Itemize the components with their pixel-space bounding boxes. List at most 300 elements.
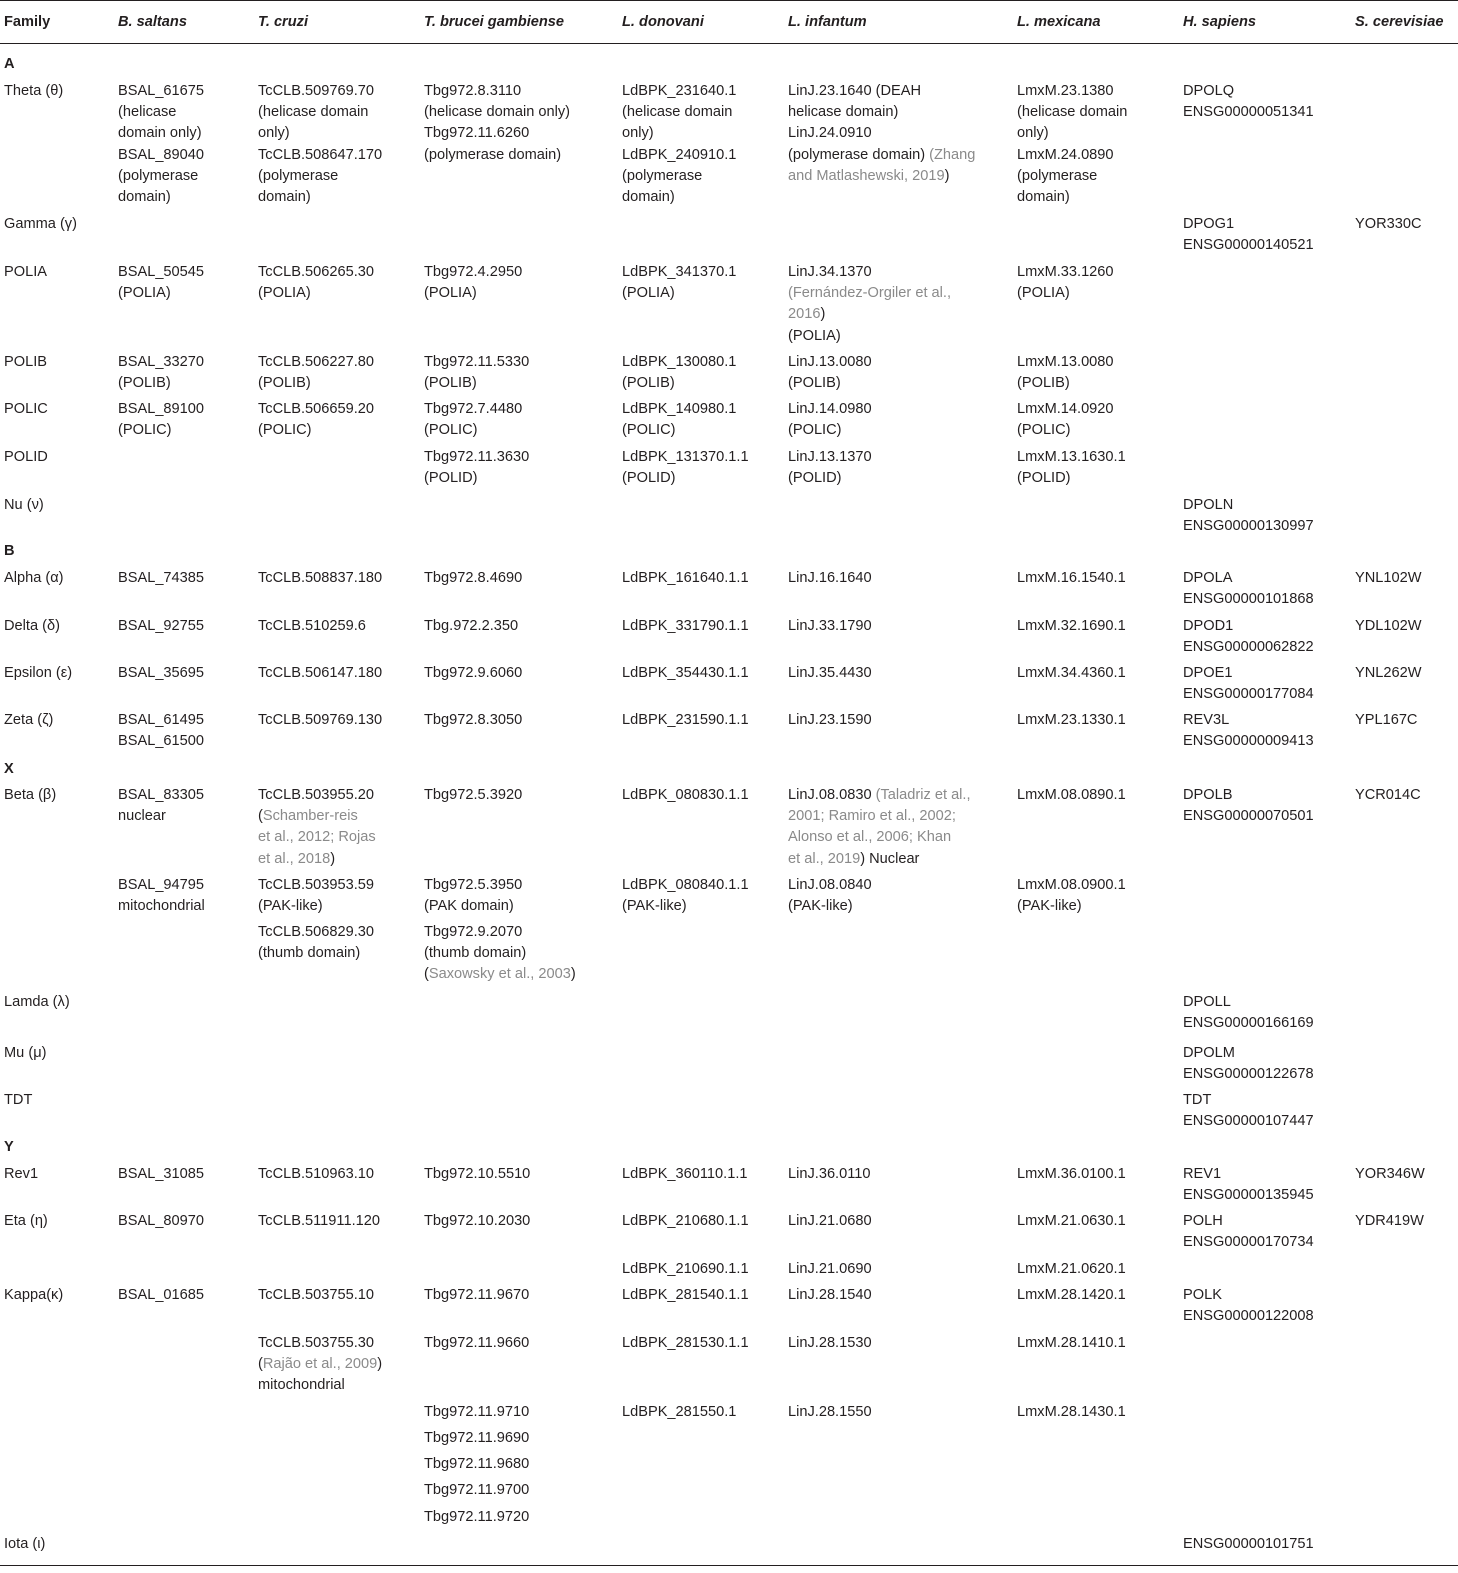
table-cell (788, 1333, 872, 1354)
cell-line (1017, 710, 1126, 731)
cell-line (788, 81, 975, 102)
cell-line (788, 468, 872, 489)
cell-line (788, 447, 872, 468)
cell-line (424, 785, 522, 806)
reference-citation: et al., 2019 (788, 850, 861, 867)
cell-text: ) (820, 306, 826, 323)
cell-text: BSAL_33270 (118, 354, 205, 370)
table-cell (622, 875, 749, 917)
cell-text: LinJ.16.1640 (788, 570, 872, 586)
cell-line (4, 399, 48, 420)
table-cell (788, 875, 872, 917)
cell-line (1183, 710, 1314, 731)
cell-text: (POLID) (1017, 470, 1071, 487)
cell-line (788, 568, 872, 589)
reference-citation: Saxowsky et al., 2003 (428, 966, 571, 983)
cell-text: POLK (1183, 1287, 1222, 1303)
cell-text: TcCLB.506265.30 (258, 264, 375, 280)
table-cell (118, 1285, 204, 1306)
cell-line (4, 1285, 63, 1306)
cell-line (118, 1285, 204, 1306)
table-cell (258, 568, 382, 589)
cell-line (424, 616, 518, 637)
family-cell (4, 785, 56, 806)
cell-text: ( (258, 1356, 263, 1373)
table-cell (622, 1259, 749, 1280)
cell-line (258, 373, 374, 394)
cell-text: nuclear (118, 808, 166, 825)
cell-line (118, 785, 204, 806)
table-cell (622, 262, 736, 304)
cell-text: TcCLB.510259.6 (258, 618, 366, 634)
cell-line (424, 468, 529, 489)
family-cell (4, 616, 60, 637)
cell-line (1017, 616, 1126, 637)
table-cell (424, 922, 576, 986)
table-cell (424, 1428, 529, 1449)
reference-citation: 2016 (788, 306, 821, 323)
cell-line (258, 420, 374, 441)
cell-text: ENSG00000122008 (1183, 1308, 1314, 1325)
cell-text: (POLIB) (788, 375, 841, 392)
cell-line (118, 1164, 204, 1185)
cell-text: LmxM.13.0080 (1017, 354, 1114, 370)
cell-text: LdBPK_131370.1.1 (622, 449, 749, 465)
family-cell (4, 447, 48, 468)
cell-line (622, 447, 749, 468)
cell-text: LdBPK_281530.1.1 (622, 1335, 749, 1351)
cell-line (1017, 187, 1127, 208)
cell-text: Tbg972.4.2950 (424, 264, 523, 280)
cell-text: TcCLB.506227.80 (258, 354, 375, 370)
cell-text: (polymerase (258, 167, 339, 184)
cell-line (622, 123, 736, 144)
table-cell (1183, 710, 1314, 752)
column-header: L. infantum (788, 14, 867, 30)
column-header: Family (4, 14, 51, 30)
table-cell (788, 568, 872, 589)
cell-line (622, 187, 736, 208)
table-cell (258, 262, 374, 304)
cell-line (1183, 81, 1314, 102)
table-cell (118, 1211, 204, 1232)
cell-line (118, 145, 204, 166)
table-cell (118, 1164, 204, 1185)
cell-text: Tbg972.5.3920 (424, 787, 523, 803)
cell-text: LdBPK_231590.1.1 (622, 712, 749, 728)
reference-citation: et al., 2018 (258, 850, 331, 867)
cell-text: Mu (μ) (4, 1045, 47, 1061)
cell-line (1183, 102, 1314, 123)
family-cell (4, 352, 47, 373)
cell-line (118, 262, 204, 283)
table-cell (1017, 262, 1114, 304)
family-cell (4, 1211, 48, 1232)
cell-line (258, 943, 374, 964)
cell-line (424, 447, 529, 468)
cell-line (622, 1211, 749, 1232)
table-cell (118, 262, 204, 304)
cell-line (1017, 166, 1127, 187)
cell-line (258, 1333, 382, 1354)
cell-text: TcCLB.503953.59 (258, 877, 375, 893)
cell-line (258, 166, 382, 187)
cell-text: LinJ.35.4430 (788, 665, 872, 681)
cell-text: Gamma (γ) (4, 216, 77, 232)
cell-line (4, 214, 77, 235)
table-cell (424, 875, 522, 917)
cell-text: LdBPK_080840.1.1 (622, 877, 749, 893)
cell-line (622, 262, 736, 283)
cell-text: POLID (4, 449, 48, 465)
table-cell (788, 1164, 871, 1185)
section-label: Y (4, 1139, 14, 1155)
cell-text: (POLIA) (788, 327, 841, 344)
table-cell (788, 785, 971, 870)
cell-line (788, 326, 951, 347)
cell-line (788, 283, 951, 304)
table-cell (622, 1402, 736, 1423)
table-cell (1017, 1259, 1126, 1280)
section-label: A (4, 56, 15, 72)
cell-text: YOR346W (1355, 1166, 1425, 1182)
cell-text: ENSG00000070501 (1183, 808, 1314, 825)
family-cell (4, 663, 72, 684)
table-cell (622, 568, 749, 589)
table-cell (258, 616, 366, 637)
cell-line (424, 1402, 529, 1423)
table-cell (424, 1402, 529, 1423)
cell-line (424, 102, 570, 123)
cell-text: LdBPK_140980.1 (622, 401, 737, 417)
cell-text: LdBPK_354430.1.1 (622, 665, 749, 681)
cell-line (258, 922, 374, 943)
cell-text: (POLIC) (424, 422, 478, 439)
table-cell (622, 81, 736, 208)
table-cell (622, 785, 749, 806)
cell-line (258, 81, 382, 102)
cell-line (424, 1333, 529, 1354)
cell-line (118, 731, 204, 752)
cell-line (258, 875, 374, 896)
cell-text: BSAL_61495 (118, 712, 205, 728)
cell-text: (POLID) (424, 470, 478, 487)
cell-text: BSAL_61500 (118, 733, 205, 750)
cell-text: (PAK domain) (424, 898, 514, 915)
cell-line (1183, 1211, 1314, 1232)
cell-line (118, 896, 205, 917)
cell-line (1017, 81, 1127, 102)
cell-text: only) (622, 125, 654, 142)
cell-text: Epsilon (ε) (4, 665, 73, 681)
table-cell (622, 399, 736, 441)
cell-line (1183, 516, 1314, 537)
cell-text: ENSG00000062822 (1183, 639, 1314, 656)
cell-line (788, 1211, 872, 1232)
cell-text: DPOLQ (1183, 83, 1235, 99)
cell-text: LmxM.16.1540.1 (1017, 570, 1126, 586)
cell-text: LdBPK_210690.1.1 (622, 1261, 749, 1277)
cell-line (1183, 1306, 1314, 1327)
cell-line (1183, 495, 1314, 516)
cell-line (1183, 637, 1314, 658)
cell-text: (PAK-like) (622, 898, 687, 915)
cell-text: ENSG00000166169 (1183, 1015, 1314, 1032)
table-header-rule (0, 43, 1458, 44)
table-cell (424, 616, 518, 637)
cell-text: only) (1017, 125, 1049, 142)
cell-text: ENSG00000101751 (1183, 1536, 1314, 1552)
cell-line (788, 102, 975, 123)
cell-text: LmxM.23.1330.1 (1017, 712, 1126, 728)
cell-line (788, 806, 971, 827)
table-cell (788, 616, 872, 637)
cell-text: LdBPK_281550.1 (622, 1404, 737, 1420)
table-cell (258, 352, 374, 394)
cell-text: LinJ.21.0690 (788, 1261, 872, 1277)
cell-text: mitochondrial (258, 1377, 345, 1394)
cell-text: ENSG00000009413 (1183, 733, 1314, 750)
table-cell (1355, 1164, 1425, 1185)
table-cell (118, 81, 204, 208)
cell-text: Tbg972.11.9670 (424, 1287, 530, 1303)
cell-line (1017, 447, 1126, 468)
cell-line (1355, 710, 1417, 731)
table-cell (424, 1164, 530, 1185)
table-cell (258, 1333, 382, 1397)
cell-line (1183, 992, 1314, 1013)
cell-text: YNL262W (1355, 665, 1422, 681)
table-cell (1183, 214, 1314, 256)
table-cell (258, 81, 382, 208)
cell-text: (POLID) (622, 470, 676, 487)
cell-text: TcCLB.509769.130 (258, 712, 383, 728)
cell-text: Tbg972.11.3630 (424, 449, 530, 465)
cell-line (788, 1164, 871, 1185)
cell-text: BSAL_83305 (118, 787, 205, 803)
cell-text: (helicase domain (1017, 104, 1128, 121)
cell-text: POLIC (4, 401, 48, 417)
cell-line (788, 304, 951, 325)
cell-line (622, 710, 749, 731)
cell-line (424, 568, 522, 589)
cell-line (622, 785, 749, 806)
cell-text: LdBPK_360110.1.1 (622, 1166, 748, 1182)
cell-text: (helicase domain (622, 104, 733, 121)
cell-line (118, 187, 204, 208)
cell-line (424, 1507, 529, 1528)
cell-text: TcCLB.506147.180 (258, 665, 383, 681)
cell-text: (thumb domain) (258, 945, 361, 962)
cell-text: Beta (β) (4, 787, 57, 803)
cell-text: (POLIA) (1017, 285, 1070, 302)
cell-text: (POLIA) (258, 285, 311, 302)
column-header: L. mexicana (1017, 14, 1101, 30)
cell-line (1183, 1534, 1314, 1555)
cell-line (4, 495, 44, 516)
cell-line (4, 1534, 45, 1555)
cell-line (1183, 568, 1314, 589)
cell-text: BSAL_74385 (118, 570, 205, 586)
cell-text: Tbg972.11.9690 (424, 1430, 530, 1446)
column-header: L. donovani (622, 14, 704, 30)
cell-text: helicase domain) (788, 104, 899, 121)
table-cell (1017, 447, 1126, 489)
cell-line (1017, 352, 1114, 373)
family-cell (4, 214, 77, 235)
table-cell (118, 875, 205, 917)
table-cell (788, 1285, 872, 1306)
table-cell (1017, 399, 1114, 441)
reference-citation: 2001; Ramiro et al., 2002; (788, 808, 956, 825)
cell-text: Tbg972.5.3950 (424, 877, 523, 893)
cell-line (118, 568, 204, 589)
cell-text: (POLIA) (118, 285, 171, 302)
cell-text: TcCLB.509769.70 (258, 83, 375, 99)
family-cell (4, 1534, 45, 1555)
cell-line (258, 262, 374, 283)
cell-text: TcCLB.511911.120 (258, 1213, 380, 1229)
cell-text: (polymerase (1017, 167, 1098, 184)
cell-text: TcCLB.506829.30 (258, 924, 375, 940)
table-top-rule (0, 0, 1458, 1)
cell-text: Lamda (λ) (4, 994, 70, 1010)
cell-text: Tbg972.11.9680 (424, 1456, 530, 1472)
cell-line (424, 1211, 530, 1232)
cell-line (622, 166, 736, 187)
cell-text: LmxM.14.0920 (1017, 401, 1114, 417)
cell-text: LinJ.13.1370 (788, 449, 872, 465)
cell-text: BSAL_89040 (118, 146, 205, 163)
cell-line (118, 283, 204, 304)
cell-text: TcCLB.510963.10 (258, 1166, 375, 1182)
table-cell (1017, 1333, 1126, 1354)
reference-citation: (Zhang (929, 146, 976, 163)
cell-line (118, 806, 204, 827)
table-cell (258, 1211, 380, 1232)
cell-text: BSAL_89100 (118, 401, 205, 417)
cell-line (788, 785, 971, 806)
cell-line (424, 373, 529, 394)
table-cell (788, 352, 872, 394)
cell-text: LmxM.28.1420.1 (1017, 1287, 1126, 1303)
table-cell (1183, 1211, 1314, 1253)
cell-text: ) (944, 167, 950, 184)
cell-text: Nu (ν) (4, 497, 44, 513)
cell-line (788, 1333, 872, 1354)
family-cell (4, 1090, 32, 1111)
cell-text: (POLIA) (622, 285, 675, 302)
cell-text: LinJ.36.0110 (788, 1166, 871, 1182)
cell-text: Tbg972.8.3110 (424, 83, 522, 99)
cell-text: LdBPK_240910.1 (622, 146, 737, 163)
table-cell (424, 1480, 529, 1501)
table-cell (622, 1333, 749, 1354)
table-cell (1017, 352, 1114, 394)
cell-line (258, 1354, 382, 1375)
cell-text: LmxM.13.1630.1 (1017, 449, 1126, 465)
cell-line (1183, 785, 1314, 806)
cell-line (1183, 1164, 1314, 1185)
table-cell (788, 663, 872, 684)
cell-text: TDT (1183, 1092, 1212, 1108)
cell-line (258, 145, 382, 166)
cell-line (424, 123, 570, 144)
cell-text: TcCLB.506659.20 (258, 401, 375, 417)
cell-text: YDR419W (1355, 1213, 1424, 1229)
cell-text: DPOLN (1183, 497, 1234, 513)
cell-text: (helicase domain (258, 104, 369, 121)
cell-text: LdBPK_281540.1.1 (622, 1287, 749, 1303)
table-cell (424, 785, 522, 806)
cell-line (424, 81, 570, 102)
cell-text: TcCLB.503755.10 (258, 1287, 375, 1303)
cell-text: domain) (258, 189, 311, 206)
family-cell (4, 568, 64, 589)
table-cell (622, 1164, 748, 1185)
cell-text: Zeta (ζ) (4, 712, 54, 728)
cell-text: LinJ.24.0910 (788, 125, 872, 142)
cell-text: (polymerase (118, 167, 199, 184)
table-cell (1183, 1285, 1314, 1327)
cell-line (788, 166, 975, 187)
table-cell (118, 785, 204, 827)
cell-text: LdBPK_130080.1 (622, 354, 737, 370)
table-cell (424, 1454, 529, 1475)
cell-text: (PAK-like) (788, 898, 853, 915)
cell-line (788, 1402, 872, 1423)
cell-text: Tbg972.10.5510 (424, 1166, 531, 1182)
cell-text: LinJ.14.0980 (788, 401, 872, 417)
cell-text: BSAL_92755 (118, 618, 205, 634)
cell-line (788, 1285, 872, 1306)
cell-line (4, 1090, 32, 1111)
cell-line (118, 420, 204, 441)
cell-text: Tbg972.11.6260 (424, 125, 530, 142)
cell-text: TDT (4, 1092, 33, 1108)
cell-line (4, 663, 72, 684)
cell-line (424, 943, 576, 964)
cell-line (1017, 468, 1126, 489)
cell-text: POLIB (4, 354, 47, 370)
cell-text: YCR014C (1355, 787, 1421, 803)
cell-line (258, 568, 382, 589)
table-cell (1355, 1211, 1424, 1232)
cell-text: (POLID) (788, 470, 842, 487)
cell-line (424, 663, 522, 684)
reference-citation: Schamber-reis (262, 808, 358, 825)
cell-line (1017, 420, 1114, 441)
family-cell (4, 992, 70, 1013)
cell-line (258, 1375, 382, 1396)
cell-line (1183, 235, 1314, 256)
cell-line (1017, 663, 1126, 684)
cell-line (788, 262, 951, 283)
cell-text: (POLIC) (788, 422, 842, 439)
cell-line (424, 399, 522, 420)
family-cell (4, 1043, 46, 1064)
cell-line (1183, 806, 1314, 827)
cell-line (258, 1285, 374, 1306)
cell-line (4, 785, 56, 806)
cell-line (258, 896, 374, 917)
table-cell (788, 1211, 872, 1232)
cell-text: POLIA (4, 264, 47, 280)
cell-text: REV1 (1183, 1166, 1222, 1182)
cell-text: ENSG00000130997 (1183, 518, 1314, 535)
cell-text: ENSG00000051341 (1183, 104, 1314, 121)
cell-line (622, 616, 749, 637)
